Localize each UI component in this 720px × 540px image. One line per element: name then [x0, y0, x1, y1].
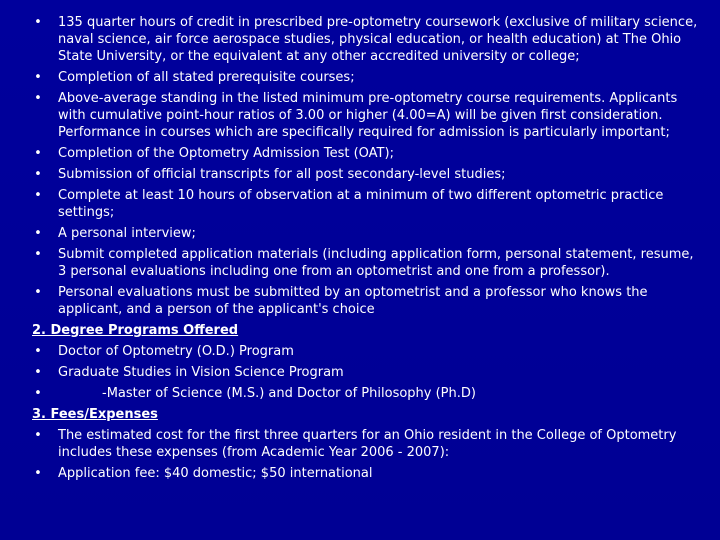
- list-item-text: Complete at least 10 hours of observation at a minimum of two different optometric practice settings;: [58, 188, 664, 220]
- list-item-text: Application fee: $40 domestic; $50 international: [58, 466, 373, 481]
- section-heading: 2. Degree Programs Offered: [32, 323, 239, 338]
- list-item-text: 135 quarter hours of credit in prescribed pre-optometry coursework (exclusive of military science, naval science, air force aerospace studies, physical education, or health education) at The Ohio State University, or the equivalent at any other accredited university or college;: [58, 15, 698, 64]
- bullet-icon: •: [34, 247, 42, 262]
- list-item: [32, 166, 700, 183]
- list-item: [32, 246, 700, 280]
- list-item: [32, 465, 700, 482]
- bullet-icon: •: [34, 466, 42, 481]
- bullet-icon: •: [34, 226, 42, 241]
- bullet-icon: •: [34, 146, 42, 161]
- list-item: [32, 385, 700, 402]
- list-item-text: Submission of official transcripts for all post secondary-level studies;: [58, 167, 506, 182]
- list-item: [32, 343, 700, 360]
- list-item: [32, 69, 700, 86]
- bullet-icon: •: [34, 344, 42, 359]
- list-item: [32, 427, 700, 461]
- bullet-icon: •: [34, 386, 42, 401]
- bullet-icon: •: [34, 428, 42, 443]
- list-item: [32, 90, 700, 141]
- bullet-icon: •: [34, 70, 42, 85]
- list-item: [32, 284, 700, 318]
- section-heading: 3. Fees/Expenses: [32, 407, 158, 422]
- list-item-text: Above-average standing in the listed minimum pre-optometry course requirements. Applicants with cumulative point-hour ratios of 3.00 or higher (4.00=A) will be given first consideration. Performance in courses which are specifically required for admission is particularly important;: [58, 91, 678, 140]
- list-item-text: Submit completed application materials (including application form, personal statement, resume, 3 personal evaluations including one from an optometrist and one from a professor).: [58, 247, 694, 279]
- list-item: [32, 14, 700, 65]
- list-item-text: Completion of the Optometry Admission Test (OAT);: [58, 146, 394, 161]
- list-item-text: Doctor of Optometry (O.D.) Program: [58, 344, 294, 359]
- bullet-icon: •: [34, 365, 42, 380]
- list-item: [32, 145, 700, 162]
- list-item-text: Completion of all stated prerequisite courses;: [58, 70, 355, 85]
- list-item: [32, 364, 700, 381]
- list-item: [32, 225, 700, 242]
- bullet-icon: •: [34, 91, 42, 106]
- list-item-text: The estimated cost for the first three quarters for an Ohio resident in the College of Optometry includes these expenses (from Academic Year 2006 - 2007):: [58, 428, 677, 460]
- list-item: [32, 187, 700, 221]
- bullet-icon: •: [34, 15, 42, 30]
- list-item-text: Personal evaluations must be submitted by an optometrist and a professor who knows the applicant, and a person of the applicant's choice: [58, 285, 648, 317]
- bullet-icon: •: [34, 167, 42, 182]
- list-item-text: -Master of Science (M.S.) and Doctor of Philosophy (Ph.D): [102, 386, 476, 401]
- list-item-text: A personal interview;: [58, 226, 196, 241]
- bullet-icon: •: [34, 285, 42, 300]
- bullet-icon: •: [34, 188, 42, 203]
- list-item-text: Graduate Studies in Vision Science Program: [58, 365, 344, 380]
